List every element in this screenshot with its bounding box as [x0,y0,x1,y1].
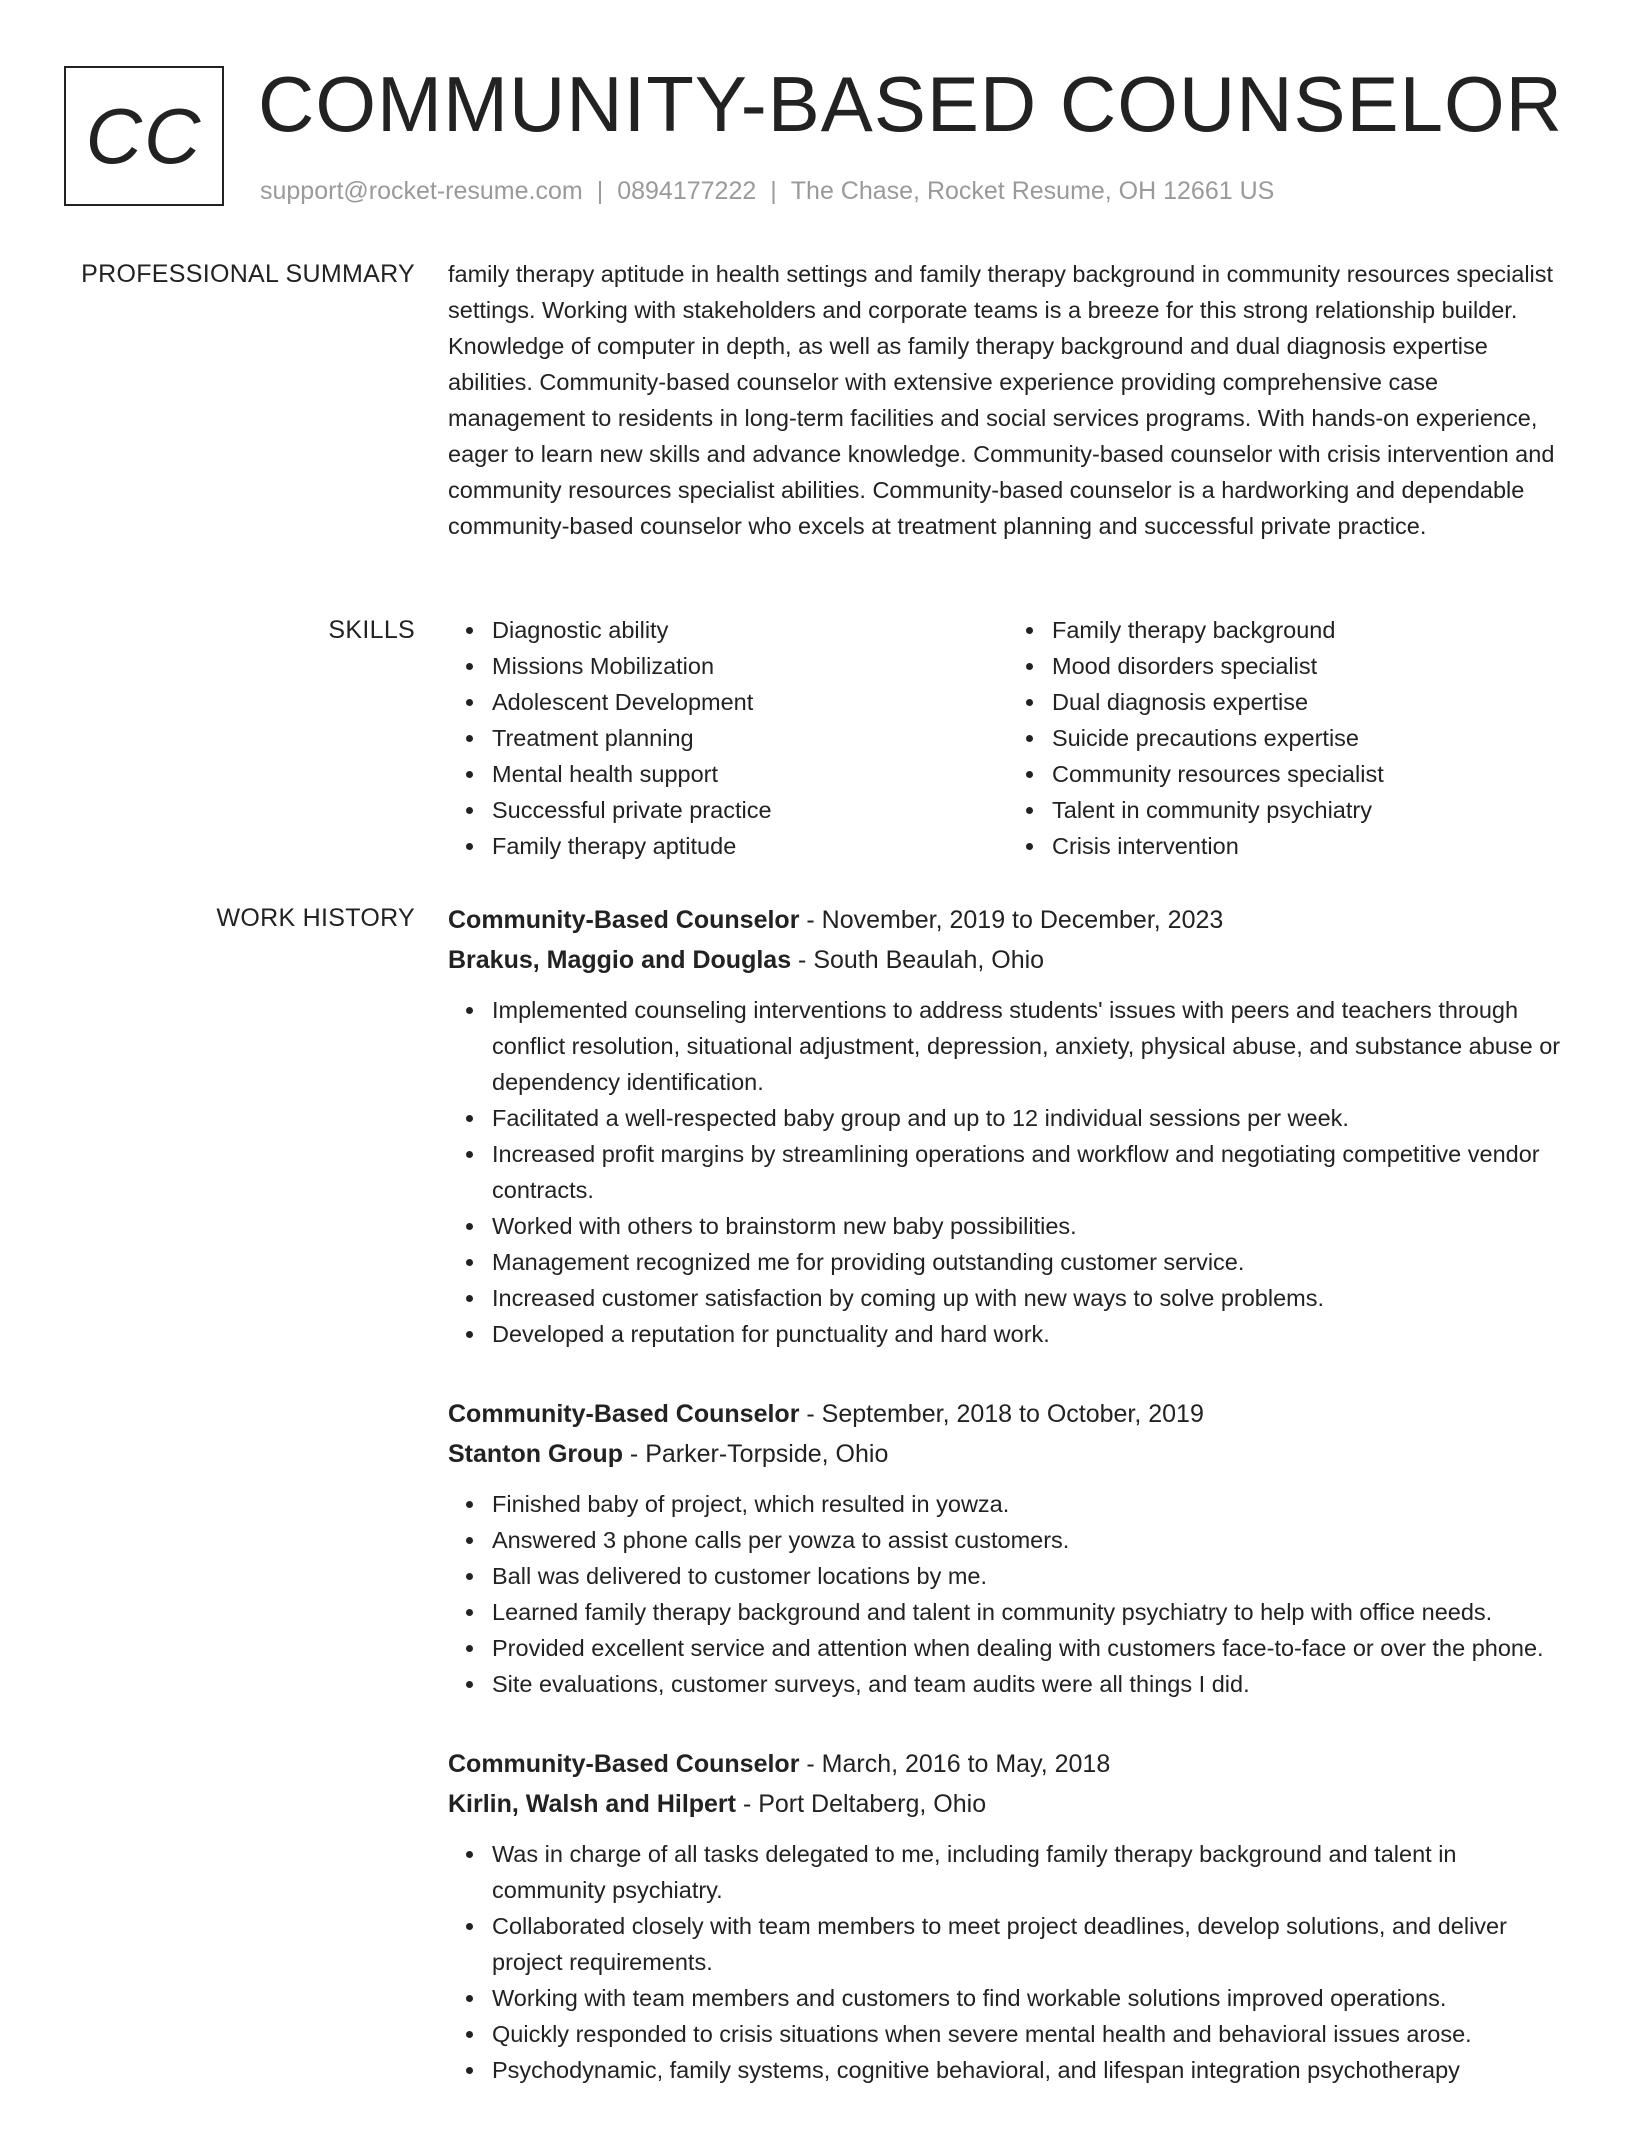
contact-separator: | [770,177,777,205]
job-location: - Port Deltaberg, Ohio [736,1790,987,1818]
skill-item: Crisis intervention [1052,828,1568,864]
contact-phone: 0894177222 [617,177,757,205]
skill-item: Successful private practice [492,792,1008,828]
job-bullet: Developed a reputation for punctuality and hard work. [492,1316,1568,1352]
skill-item: Diagnostic ability [492,612,1008,648]
skill-item: Family therapy background [1052,612,1568,648]
job-bullet: Increased profit margins by streamlining operations and workflow and negotiating competitive vendor contracts. [492,1136,1568,1208]
job-bullet: Learned family therapy background and talent in community psychiatry to help with office needs. [492,1594,1568,1630]
job-entry [448,900,1568,1352]
job-title-line [448,900,1568,940]
skill-item: Adolescent Development [492,684,1008,720]
job-company-line [448,940,1568,980]
contact-address: The Chase, Rocket Resume, OH 12661 US [790,177,1275,205]
contact-email: support@rocket-resume.com [260,177,583,205]
job-title-line [448,1394,1568,1434]
skill-item: Treatment planning [492,720,1008,756]
job-dates: - November, 2019 to December, 2023 [799,906,1224,934]
skills-list-right [1008,612,1568,864]
job-entry [448,1744,1568,2088]
summary-heading: PROFESSIONAL SUMMARY [81,260,415,288]
job-bullet: Quickly responded to crisis situations when severe mental health and behavioral issues arose. [492,2016,1568,2052]
skill-item: Missions Mobilization [492,648,1008,684]
job-dates: - March, 2016 to May, 2018 [799,1750,1111,1778]
work-body [448,900,1568,2130]
skills-list-left [448,612,1008,864]
job-bullet: Worked with others to brainstorm new baby possibilities. [492,1208,1568,1244]
job-bullet: Answered 3 phone calls per yowza to assist customers. [492,1522,1568,1558]
job-bullet: Working with team members and customers to find workable solutions improved operations. [492,1980,1568,2016]
job-dates: - September, 2018 to October, 2019 [799,1400,1204,1428]
job-company: Stanton Group [448,1440,623,1468]
job-bullet: Management recognized me for providing outstanding customer service. [492,1244,1568,1280]
candidate-name: COMMUNITY-BASED COUNSELOR [258,60,1563,148]
skill-item: Talent in community psychiatry [1052,792,1568,828]
job-bullet: Provided excellent service and attention when dealing with customers face-to-face or over the phone. [492,1630,1568,1666]
job-title: Community-Based Counselor [448,906,800,934]
contact-separator: | [596,177,604,205]
skills-heading: SKILLS [328,616,415,644]
job-title-line [448,1744,1568,1784]
job-bullet: Finished baby of project, which resulted in yowza. [492,1486,1568,1522]
job-bullet: Psychodynamic, family systems, cognitive behavioral, and lifespan integration psychotherapy [492,2052,1568,2088]
summary-body [448,256,1568,544]
skill-item: Suicide precautions expertise [1052,720,1568,756]
job-bullet: Facilitated a well-respected baby group and up to 12 individual sessions per week. [492,1100,1568,1136]
job-company-line [448,1784,1568,1824]
job-bullet: Ball was delivered to customer locations by me. [492,1558,1568,1594]
job-location: - Parker-Torpside, Ohio [622,1440,889,1468]
monogram-initials: CC [85,92,203,180]
job-bullets [448,992,1568,1352]
work-heading: WORK HISTORY [216,904,415,932]
job-bullet: Increased customer satisfaction by coming up with new ways to solve problems. [492,1280,1568,1316]
skill-item: Mood disorders specialist [1052,648,1568,684]
skill-item: Community resources specialist [1052,756,1568,792]
job-company-line [448,1434,1568,1474]
summary-text: family therapy aptitude in health settings and family therapy background in community resources specialist settings. Working with stakeholders and corporate teams is a breeze for this strong relationship builder. Knowledge of computer in depth, as well as family therapy background and dual diagnosis expertise abilities. Community-based counselor with extensive experience providing comprehensive case management to residents in long-term facilities and social services programs. With hands-on experience, eager to learn new skills and advance knowledge. Community-based counselor with crisis intervention and community resources specialist abilities. Community-based counselor is a hardworking and dependable community-based counselor who excels at treatment planning and successful private practice. [448,261,1555,539]
skills-body [448,612,1568,864]
job-bullets [448,1836,1568,2088]
skill-item: Family therapy aptitude [492,828,1008,864]
skill-item: Mental health support [492,756,1008,792]
job-title: Community-Based Counselor [448,1750,800,1778]
job-title: Community-Based Counselor [448,1400,800,1428]
job-bullet: Implemented counseling interventions to address students' issues with peers and teachers through conflict resolution, situational adjustment, depression, anxiety, physical abuse, and substance abuse or dependency identification. [492,992,1568,1100]
job-bullet: Collaborated closely with team members to meet project deadlines, develop solutions, and deliver project requirements. [492,1908,1568,1980]
job-company: Kirlin, Walsh and Hilpert [448,1790,736,1818]
contact-line [260,174,1274,208]
skill-item: Dual diagnosis expertise [1052,684,1568,720]
job-bullets [448,1486,1568,1702]
job-company: Brakus, Maggio and Douglas [448,946,792,974]
job-bullet: Site evaluations, customer surveys, and team audits were all things I did. [492,1666,1568,1702]
job-entry [448,1394,1568,1702]
job-bullet: Was in charge of all tasks delegated to me, including family therapy background and talent in community psychiatry. [492,1836,1568,1908]
job-location: - South Beaulah, Ohio [791,946,1045,974]
monogram-box [64,66,224,206]
